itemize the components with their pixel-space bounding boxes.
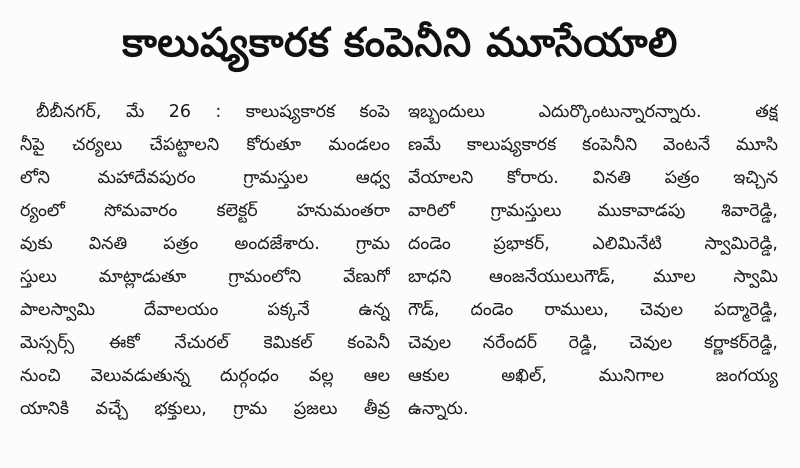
article-column-left (20, 96, 390, 456)
article-line: ఉన్నారు. (408, 399, 469, 419)
article-line: వేయాలని కోరారు. వినతి పత్రం ఇచ్చిన (408, 168, 778, 188)
article-line: స్తులు మాట్లాడుతూ గ్రామంలోని వేణుగో (20, 267, 390, 287)
article-line: పాలస్వామి దేవాలయం పక్కనే ఉన్న (20, 300, 390, 320)
article-line: ఆకుల అఖిల్, మునిగాల జంగయ్య (408, 366, 778, 386)
article-line: బాధని ఆంజనేయులుగౌడ్, మూల స్వామి (408, 267, 778, 287)
article-line: ర్యంలో సోమవారం కలెక్టర్ హనుమంతరా (20, 201, 390, 221)
article-line: వారిలో గ్రామస్తులు ముకావాడపు శివారెడ్డి, (408, 201, 778, 221)
article-line: యానికి వచ్చే భక్తులు, గ్రామ ప్రజలు తీవ్ర (20, 399, 390, 419)
article-line: మెస్సర్స్ ఈకో నేచురల్ కెమికల్ కంపెనీ (20, 333, 390, 353)
article-headline: కాలుష్యకారక కంపెనీని మూసేయాలి (122, 20, 678, 66)
article-line: ణమే కాలుష్యకారక కంపెనీని వెంటనే మూసి (408, 135, 778, 155)
article-line: చెవుల నరేందర్ రెడ్డి, చెవుల కర్ణాకర్‌రెడ్డి, (408, 333, 778, 353)
article-line: ఇబ్బందులు ఎదుర్కొంటున్నారన్నారు. తక్ష (408, 102, 778, 122)
article-line: నీపై చర్యలు చేపట్టాలని కోరుతూ మండలం (20, 135, 390, 155)
article-column-right (408, 96, 778, 456)
article-line: వుకు వినతి పత్రం అందజేశారు. గ్రామ (20, 234, 390, 254)
article-line: బీబీనగర్, మే 26 : కాలుష్యకారక కంపె (36, 102, 390, 122)
article-headline-container (0, 8, 800, 88)
article-line: లోని మహాదేవపురం గ్రామస్తుల ఆధ్వ (20, 168, 390, 188)
article-line: నుంచి వెలువడుతున్న దుర్గంధం వల్ల ఆల (20, 366, 390, 386)
article-line: దండెం ప్రభాకర్, ఎలిమినేటి స్వామిరెడ్డి, (408, 234, 778, 254)
article-line: గౌడ్, దండెం రాములు, చెవుల పద్మారెడ్డి, (408, 300, 778, 320)
